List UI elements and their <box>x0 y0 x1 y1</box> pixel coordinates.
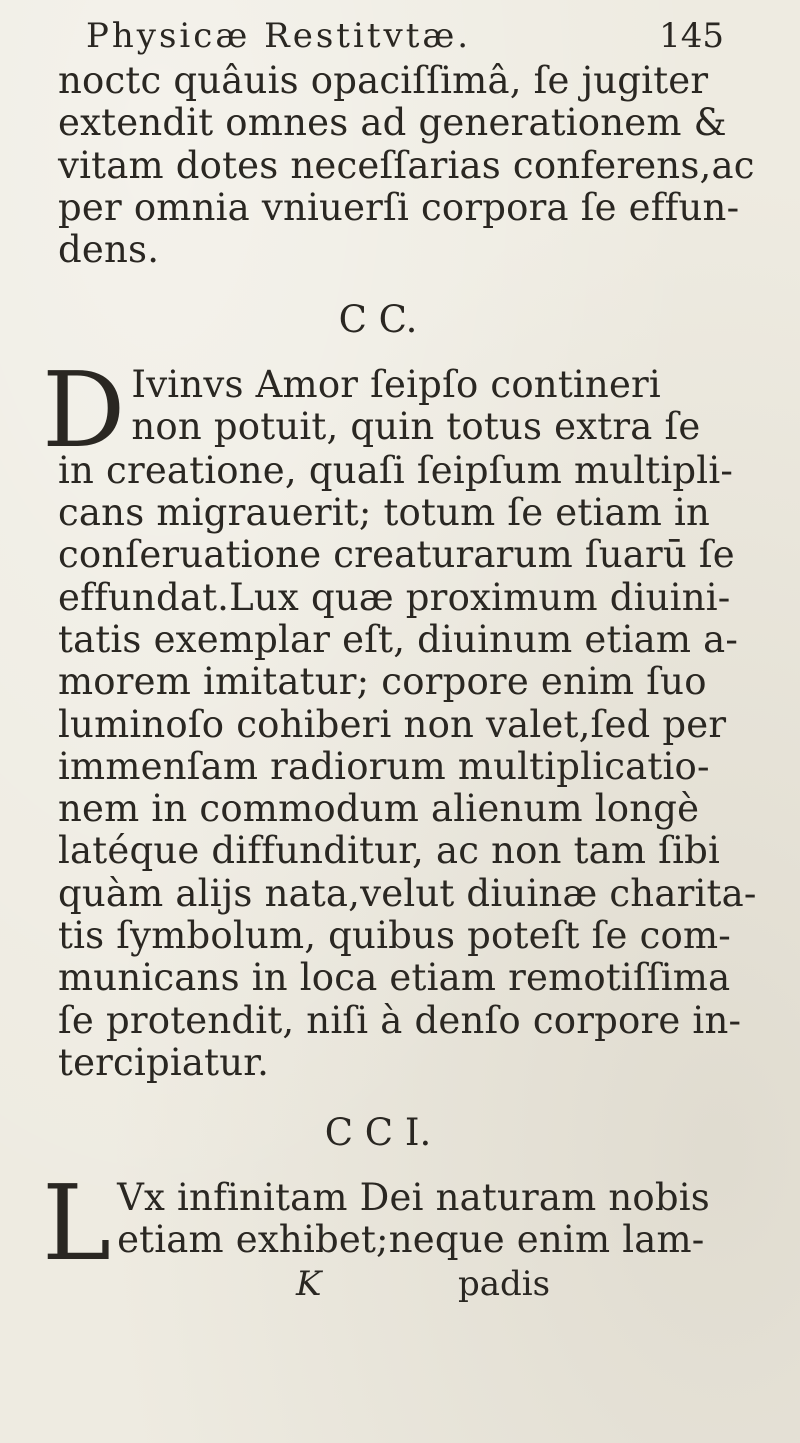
drop-cap: L <box>42 1161 112 1284</box>
text-line: per omnia vniuerſi corpora ſe effun- <box>58 185 740 229</box>
text-line: morem imitatur; corpore enim ſuo <box>58 660 707 704</box>
text-block <box>42 16 768 1304</box>
text-line: in creatione, quaſi ſeipſum multipli- <box>58 448 734 492</box>
text-line: effundat.Lux quæ proximum diuini- <box>58 575 731 619</box>
text-line: ſe protendit, niſi à denſo corpore in- <box>58 998 742 1042</box>
text-line: conſeruatione creaturarum ſuarū ſe <box>58 533 735 577</box>
running-head-title: Physicæ Restitvtæ. <box>86 16 472 56</box>
text-line: luminoſo cohiberi non valet,ſed per <box>58 702 727 746</box>
running-head <box>58 16 768 56</box>
text-line: immenſam radiorum multiplicatio- <box>58 744 710 788</box>
text-line: Vx infinitam Dei naturam nobis <box>117 1175 710 1219</box>
text-line: municans in loca etiam remotiſſima <box>58 956 731 1000</box>
text-line: cans migrauerit; totum ſe etiam in <box>58 491 711 535</box>
text-line: noctc quâuis opaciſſimâ, ſe jugiter <box>58 59 709 102</box>
text-line: vitam dotes neceſſarias conferens,ac <box>58 143 755 187</box>
text-line: nem in commodum alienum longè <box>58 787 700 831</box>
catchword: padis <box>458 1263 551 1304</box>
text-line: non potuit, quin totus extra ſe <box>131 405 701 449</box>
text-line: tercipiatur. <box>58 1040 270 1084</box>
drop-cap: D <box>42 348 126 471</box>
intro-paragraph <box>58 60 768 271</box>
text-line: Ivinvs Amor ſeipſo contineri <box>131 362 661 406</box>
page-number: 145 <box>659 16 724 56</box>
paragraph-cc <box>42 348 768 1084</box>
text-line: etiam exhibet;neque enim lam- <box>117 1217 705 1261</box>
text-line: dens. <box>58 228 160 272</box>
signature-mark: K <box>296 1263 322 1304</box>
section-heading-cc: C C. <box>338 298 418 342</box>
section-heading-cci: C C I. <box>324 1111 432 1155</box>
text-line: quàm alijs nata,velut diuinæ charita- <box>58 871 757 915</box>
text-line: latéque diffunditur, ac non tam ſibi <box>58 829 721 873</box>
text-line: tis ſymbolum, quibus poteſt ſe com- <box>58 914 731 958</box>
text-line: tatis exemplar eſt, diuinum etiam a- <box>58 617 739 661</box>
text-line: extendit omnes ad generationem & <box>58 101 727 145</box>
